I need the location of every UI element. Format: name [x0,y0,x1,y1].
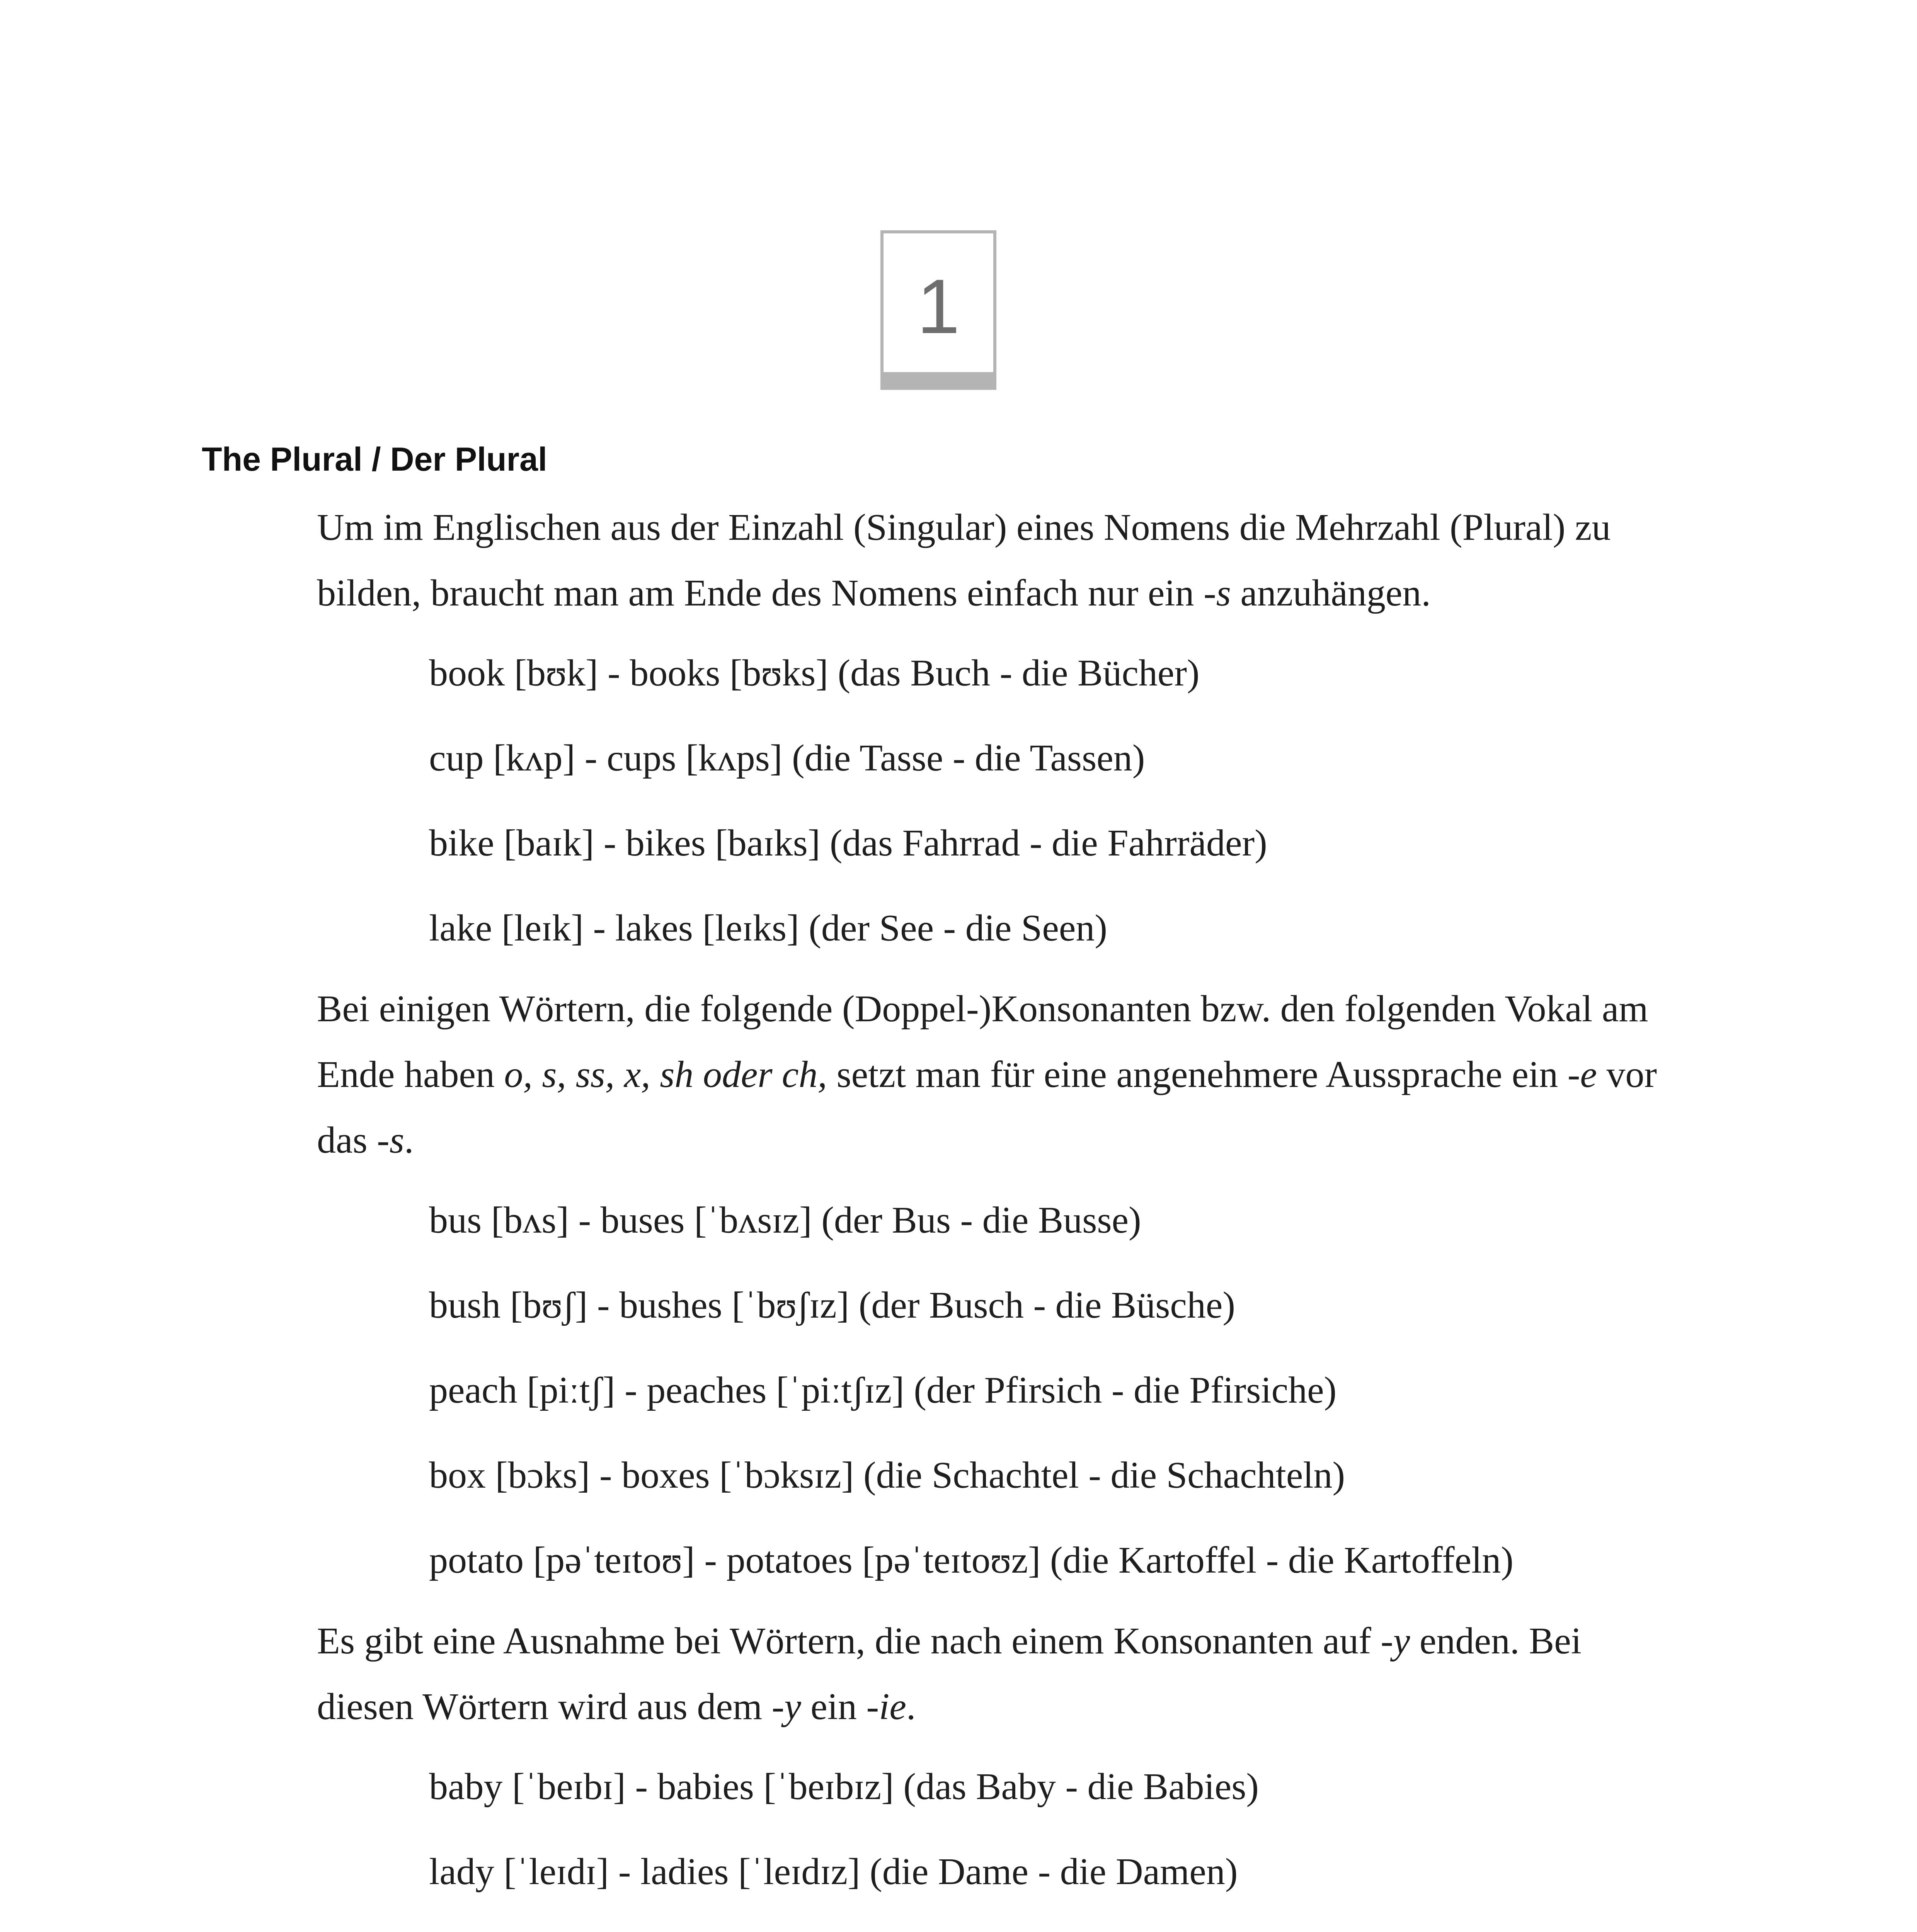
example-line: lady [ˈleɪdɪ] - ladies [ˈleɪdɪz] (die Dame - die Damen) [429,1851,1238,1893]
es-rule-e-suffix: -e [1567,1054,1597,1095]
intro-paragraph [317,495,1677,626]
y-rule-text: enden. Bei diesen Wörtern wird aus dem [317,1620,1582,1728]
example-line: baby [ˈbeɪbɪ] - babies [ˈbeɪbɪz] (das Baby - die Babies) [429,1766,1259,1808]
example-line: box [bɔks] - boxes [ˈbɔksɪz] (die Schachtel - die Schachteln) [429,1454,1345,1496]
es-rule-paragraph [317,976,1677,1173]
example-line: bus [bʌs] - buses [ˈbʌsɪz] (der Bus - die Busse) [429,1199,1141,1241]
example-line [429,1914,1677,1932]
es-rule-text: Bei einigen Wörtern, die folgende (Doppel-)Konsonanten bzw. den folgenden Vokal am Ende haben [317,988,1648,1095]
es-rule-s-suffix: -s [377,1119,404,1161]
intro-text: Um im Englischen aus der Einzahl (Singular) eines Nomens die Mehrzahl (Plural) zu bilden, braucht man am Ende des Nomens einfach nur ein [317,507,1611,614]
example-line: peach [piːtʃ] - peaches [ˈpiːtʃɪz] (der Pfirsich - die Pfirsiche) [429,1369,1337,1411]
example-line: bike [baɪk] - bikes [baɪks] (das Fahrrad - die Fahrräder) [429,822,1267,864]
y-rule-paragraph [317,1608,1677,1740]
example-line: cup [kʌp] - cups [kʌps] (die Tasse - die Tassen) [429,737,1145,779]
y-rule-text: ein [801,1686,867,1728]
chapter-number-bar [880,372,996,390]
intro-suffix: -s [1204,572,1231,614]
es-rule-text: . [404,1119,414,1161]
es-rule-text: setzt man für eine angenehmere Aussprache ein [827,1054,1568,1095]
es-examples [317,1178,1677,1603]
y-rule-ie-suffix: -ie [866,1686,906,1728]
regular-examples [317,631,1677,971]
example-line: book [bʊk] - books [bʊks] (das Buch - die Bücher) [429,652,1200,694]
y-rule-text: Es gibt eine Ausnahme bei Wörtern, die nach einem Konsonanten auf [317,1620,1381,1662]
main-content [317,495,1677,1932]
example-line: lake [leɪk] - lakes [leɪks] (der See - die Seen) [429,907,1108,949]
example-line: potato [pəˈteɪtoʊ] - potatoes [pəˈteɪtoʊz] (die Kartoffel - die Kartoffeln) [429,1539,1514,1581]
y-rule-suffix: -y [771,1686,801,1728]
chapter-number: 1 [917,263,960,350]
example-line: bush [bʊʃ] - bushes [ˈbʊʃɪz] (der Busch - die Büsche) [429,1284,1236,1326]
intro-text-end: anzuhängen. [1231,572,1431,614]
y-examples [317,1744,1677,1932]
section-heading: The Plural / Der Plural [202,441,547,478]
y-rule-suffix: -y [1381,1620,1410,1662]
es-rule-text: vor das [317,1054,1657,1161]
y-rule-text: . [906,1686,916,1728]
chapter-number-box [880,230,996,372]
es-rule-endings: o, s, ss, x, sh oder ch, [504,1054,827,1095]
